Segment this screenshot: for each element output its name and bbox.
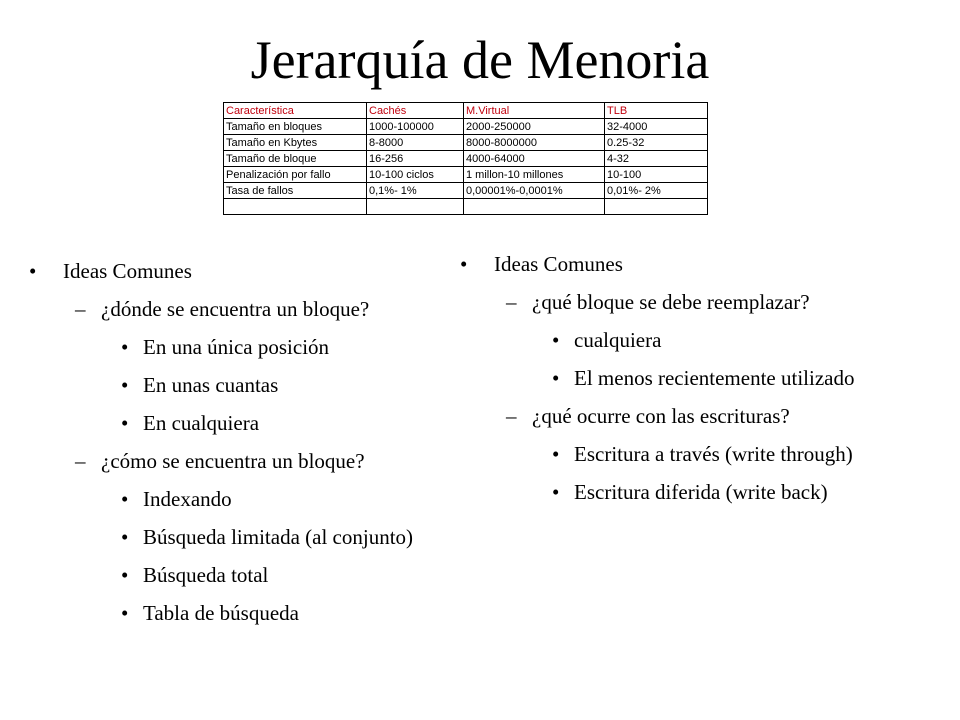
bullet-text: Búsqueda limitada (al conjunto): [143, 525, 414, 549]
table-cell: 10-100: [605, 167, 708, 183]
bullet-text: Ideas Comunes: [63, 259, 192, 283]
bullet-heading: [460, 245, 854, 283]
bullet-text: cualquiera: [574, 328, 662, 352]
sub-bullet-question: [460, 283, 854, 321]
table-row: [224, 135, 708, 151]
list-item: [29, 404, 413, 442]
bullet-text: ¿cómo se encuentra un bloque?: [101, 449, 365, 473]
table-cell: 1 millon-10 millones: [464, 167, 605, 183]
bullet-text: En una única posición: [143, 335, 330, 359]
table-row-empty: [224, 199, 708, 215]
sub-bullet-question: [29, 290, 413, 328]
bullet-dot-icon: •: [552, 442, 560, 466]
table-cell: 0,01%- 2%: [605, 183, 708, 199]
list-item: [460, 359, 854, 397]
table-cell: 1000-100000: [367, 119, 464, 135]
table-row: [224, 183, 708, 199]
list-item: [29, 366, 413, 404]
left-bullet-list: [29, 252, 413, 632]
table-cell: [464, 199, 605, 215]
list-item: [460, 473, 854, 511]
table-cell: 8-8000: [367, 135, 464, 151]
list-item: [460, 435, 854, 473]
dash-icon: –: [75, 449, 86, 473]
list-item: [29, 518, 413, 556]
slide-title: Jerarquía de Menoria: [250, 30, 710, 90]
bullet-text: Tabla de búsqueda: [143, 601, 299, 625]
bullet-text: Indexando: [143, 487, 232, 511]
bullet-dot-icon: •: [121, 335, 129, 359]
bullet-dot-icon: •: [121, 411, 129, 435]
bullet-dot-icon: •: [121, 487, 129, 511]
bullet-dot-icon: •: [121, 373, 129, 397]
bullet-dot-icon: •: [121, 563, 129, 587]
table-cell: 32-4000: [605, 119, 708, 135]
list-item: [29, 556, 413, 594]
table-cell: [605, 199, 708, 215]
dash-icon: –: [506, 404, 517, 428]
table-row: [224, 167, 708, 183]
list-item: [29, 594, 413, 632]
bullet-dot-icon: •: [29, 259, 37, 283]
table-header-cell: TLB: [605, 103, 708, 119]
table-cell: 8000-8000000: [464, 135, 605, 151]
bullet-text: Escritura diferida (write back): [574, 480, 828, 504]
dash-icon: –: [75, 297, 86, 321]
table-header-cell: Característica: [224, 103, 367, 119]
table-cell: 4000-64000: [464, 151, 605, 167]
bullet-dot-icon: •: [552, 366, 560, 390]
bullet-dot-icon: •: [121, 601, 129, 625]
table-header-row: [224, 103, 708, 119]
sub-bullet-question: [460, 397, 854, 435]
table-cell: Tamaño en bloques: [224, 119, 367, 135]
comparison-table-wrapper: [223, 102, 708, 215]
right-bullet-column: [460, 245, 854, 511]
right-bullet-list: [460, 245, 854, 511]
bullet-text: Ideas Comunes: [494, 252, 623, 276]
list-item: [460, 321, 854, 359]
sub-bullet-question: [29, 442, 413, 480]
table-cell: 4-32: [605, 151, 708, 167]
table-cell: 0.25-32: [605, 135, 708, 151]
table-cell: Penalización por fallo: [224, 167, 367, 183]
table-row: [224, 119, 708, 135]
table-cell: 16-256: [367, 151, 464, 167]
table-cell: [224, 199, 367, 215]
bullet-dot-icon: •: [552, 480, 560, 504]
table-header-cell: M.Virtual: [464, 103, 605, 119]
bullet-text: El menos recientemente utilizado: [574, 366, 855, 390]
table-cell: 2000-250000: [464, 119, 605, 135]
bullet-text: ¿qué ocurre con las escrituras?: [532, 404, 790, 428]
dash-icon: –: [506, 290, 517, 314]
memory-hierarchy-table: [223, 102, 708, 215]
bullet-text: ¿qué bloque se debe reemplazar?: [532, 290, 810, 314]
bullet-text: En unas cuantas: [143, 373, 279, 397]
table-row: [224, 151, 708, 167]
bullet-text: ¿dónde se encuentra un bloque?: [101, 297, 370, 321]
table-cell: Tasa de fallos: [224, 183, 367, 199]
table-cell: Tamaño de bloque: [224, 151, 367, 167]
bullet-text: En cualquiera: [143, 411, 260, 435]
table-cell: [367, 199, 464, 215]
table-cell: 0,00001%-0,0001%: [464, 183, 605, 199]
table-cell: Tamaño en Kbytes: [224, 135, 367, 151]
left-bullet-column: [29, 252, 413, 632]
bullet-text: Búsqueda total: [143, 563, 269, 587]
bullet-dot-icon: •: [460, 252, 468, 276]
bullet-heading: [29, 252, 413, 290]
list-item: [29, 480, 413, 518]
table-header-cell: Cachés: [367, 103, 464, 119]
list-item: [29, 328, 413, 366]
table-cell: 10-100 ciclos: [367, 167, 464, 183]
bullet-dot-icon: •: [121, 525, 129, 549]
bullet-dot-icon: •: [552, 328, 560, 352]
bullet-text: Escritura a través (write through): [574, 442, 853, 466]
table-cell: 0,1%- 1%: [367, 183, 464, 199]
